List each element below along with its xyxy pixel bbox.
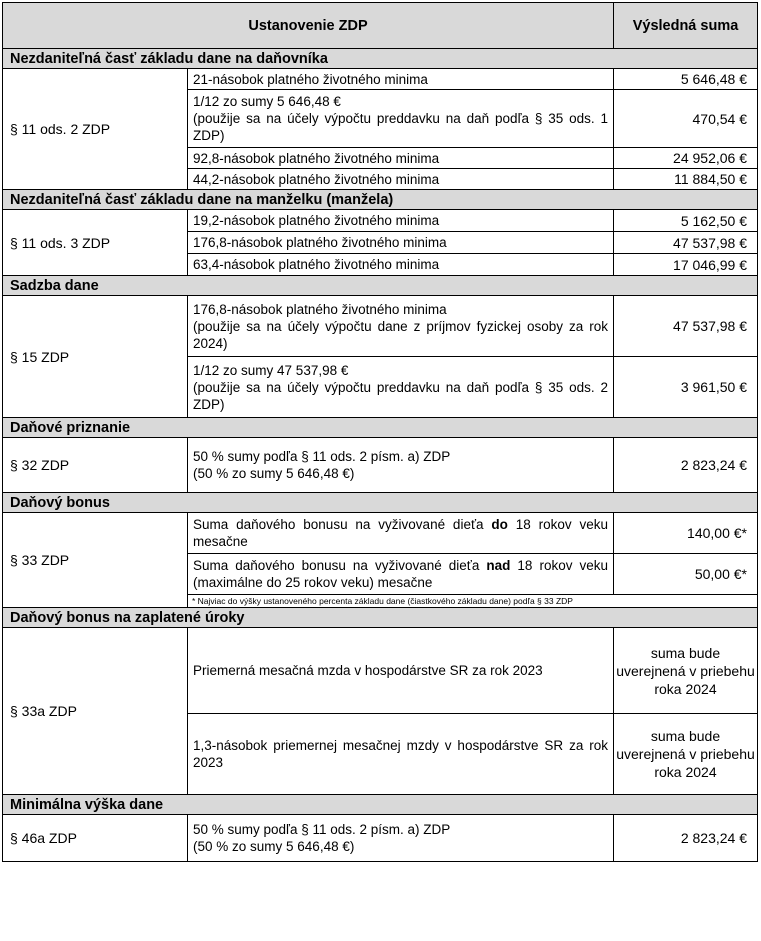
amount-cell: 2 823,24 € xyxy=(614,815,758,862)
section-header xyxy=(3,493,758,513)
amount-cell: 470,54 € xyxy=(614,90,758,148)
section-header xyxy=(3,608,758,628)
table-row xyxy=(3,513,758,554)
table-row xyxy=(3,210,758,232)
paragraph-cell: § 33a ZDP xyxy=(3,628,188,795)
section-title: Nezdaniteľná časť základu dane na manželku (manžela) xyxy=(3,190,758,210)
table-row xyxy=(3,628,758,714)
column-header-provision: Ustanovenie ZDP xyxy=(3,3,614,49)
section-title: Sadzba dane xyxy=(3,276,758,296)
paragraph-cell: § 33 ZDP xyxy=(3,513,188,608)
description-cell: 92,8-násobok platného životného minima xyxy=(188,148,614,169)
description-cell: 50 % sumy podľa § 11 ods. 2 písm. a) ZDP (50 % zo sumy 5 646,48 €) xyxy=(188,438,614,493)
description-text: 18 rokov veku (maximálne do 25 rokov veku) mesačne xyxy=(193,558,608,590)
amount-cell: 140,00 €* xyxy=(614,513,758,554)
amount-cell: 17 046,99 € xyxy=(614,254,758,276)
emphasis-text: do xyxy=(491,517,508,532)
paragraph-cell: § 15 ZDP xyxy=(3,296,188,418)
section-title: Minimálna výška dane xyxy=(3,795,758,815)
amount-cell: 5 646,48 € xyxy=(614,69,758,90)
description-cell: 1/12 zo sumy 5 646,48 € (použije sa na účely výpočtu preddavku na daň podľa § 35 ods. 1 ZDP) xyxy=(188,90,614,148)
section-header xyxy=(3,418,758,438)
table-row xyxy=(3,815,758,862)
description-text: 18 rokov veku mesačne xyxy=(193,517,608,549)
amount-cell: suma bude uverejnená v priebehu roka 2024 xyxy=(614,628,758,714)
description-cell: 176,8-násobok platného životného minima (použije sa na účely výpočtu dane z príjmov fyzickej osoby za rok 2024) xyxy=(188,296,614,357)
amount-cell: 47 537,98 € xyxy=(614,296,758,357)
amount-cell: 50,00 €* xyxy=(614,554,758,595)
paragraph-cell: § 32 ZDP xyxy=(3,438,188,493)
description-cell: 63,4-násobok platného životného minima xyxy=(188,254,614,276)
column-header-amount: Výsledná suma xyxy=(614,3,758,49)
description-cell: 44,2-násobok platného životného minima xyxy=(188,169,614,190)
amount-cell: 47 537,98 € xyxy=(614,232,758,254)
amount-cell: 5 162,50 € xyxy=(614,210,758,232)
description-cell: 21-násobok platného životného minima xyxy=(188,69,614,90)
description-cell xyxy=(188,513,614,554)
section-title: Daňový bonus na zaplatené úroky xyxy=(3,608,758,628)
description-cell: 1/12 zo sumy 47 537,98 € (použije sa na účely výpočtu preddavku na daň podľa § 35 ods. 2 ZDP) xyxy=(188,357,614,418)
description-cell: 19,2-násobok platného životného minima xyxy=(188,210,614,232)
footnote: * Najviac do výšky ustanoveného percenta základu dane (čiastkového základu dane) podľa § 33 ZDP xyxy=(188,595,758,608)
table-row xyxy=(3,296,758,357)
description-text: Suma daňového bonusu na vyživované dieťa xyxy=(193,517,492,532)
amount-cell: 2 823,24 € xyxy=(614,438,758,493)
section-header xyxy=(3,276,758,296)
section-title: Daňový bonus xyxy=(3,493,758,513)
table-row xyxy=(3,69,758,90)
amount-cell: 11 884,50 € xyxy=(614,169,758,190)
description-cell: Priemerná mesačná mzda v hospodárstve SR za rok 2023 xyxy=(188,628,614,714)
amount-cell: suma bude uverejnená v priebehu roka 2024 xyxy=(614,714,758,795)
description-cell xyxy=(188,554,614,595)
description-text: Suma daňového bonusu na vyživované dieťa xyxy=(193,558,487,573)
tax-constants-table xyxy=(2,2,758,862)
paragraph-cell: § 46a ZDP xyxy=(3,815,188,862)
section-header xyxy=(3,190,758,210)
emphasis-text: nad xyxy=(486,558,511,573)
description-cell: 176,8-násobok platného životného minima xyxy=(188,232,614,254)
section-title: Nezdaniteľná časť základu dane na daňovníka xyxy=(3,49,758,69)
section-title: Daňové priznanie xyxy=(3,418,758,438)
description-cell: 1,3-násobok priemernej mesačnej mzdy v hospodárstve SR za rok 2023 xyxy=(188,714,614,795)
table-header-row xyxy=(3,3,758,49)
paragraph-cell: § 11 ods. 2 ZDP xyxy=(3,69,188,190)
amount-cell: 24 952,06 € xyxy=(614,148,758,169)
section-header xyxy=(3,49,758,69)
amount-cell: 3 961,50 € xyxy=(614,357,758,418)
description-cell: 50 % sumy podľa § 11 ods. 2 písm. a) ZDP (50 % zo sumy 5 646,48 €) xyxy=(188,815,614,862)
table-row xyxy=(3,438,758,493)
paragraph-cell: § 11 ods. 3 ZDP xyxy=(3,210,188,276)
section-header xyxy=(3,795,758,815)
